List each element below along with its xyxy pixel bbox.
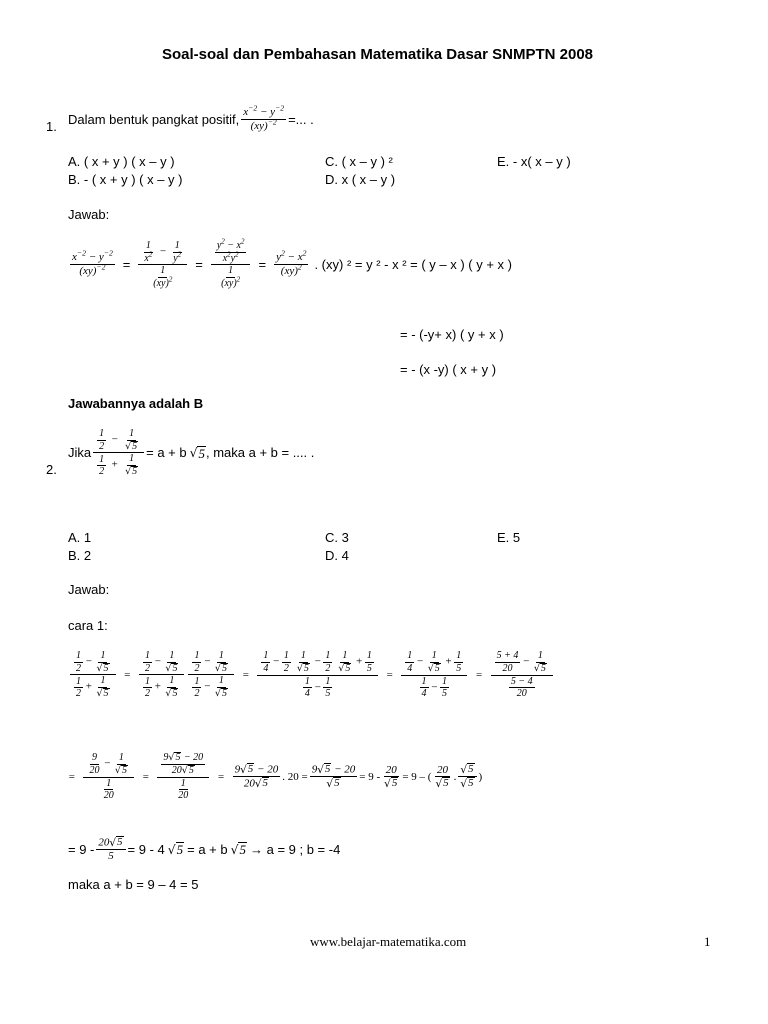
- footer-url: www.belajar-matematika.com: [310, 934, 467, 949]
- q1-option-e: E. - x( x – y ): [497, 154, 571, 169]
- q1-rhs-2: = - (-y+ x) ( y + x ): [400, 327, 504, 342]
- q2-solution-line-3: [68, 836, 340, 863]
- q2-s3-frac: 20 √ 5 5: [96, 836, 125, 863]
- q2-s1-frac-f: $\frac{5 + 4}{20}$ − 1 √ 5 $\frac{5 - 4}{20}$: [491, 650, 553, 699]
- q2-s2-frac-a: $\frac{9}{20}$ − 1 √ 5 $\frac{1}{20}$: [83, 752, 134, 801]
- q2-s1-frac-b: $\frac{1}{2}$ − 1 √ 5 $\frac{1}{2}$ + 1 √ 5: [139, 650, 185, 700]
- q1-rhs-3: = - (x -y) ( x + y ): [400, 362, 497, 377]
- q1-sol-frac-2: $\frac{1}{x^2}$ − $\frac{1}{y^2}$ $\frac{1}{(xy)^2}$: [138, 240, 187, 289]
- q1-question: [68, 103, 314, 132]
- q2-number: 2.: [46, 462, 57, 477]
- q1-sol-frac-4: $\frac{y^2 - x^2}{(xy)^2}$: [276, 248, 307, 277]
- q2-cara: cara 1:: [68, 618, 108, 633]
- q1-tail: =... .: [288, 111, 314, 127]
- q2-option-d: D. 4: [325, 548, 349, 563]
- q1-sol-frac-1: $\frac{x^{-2} - y^{-2}}{(xy)^{-2}}$: [72, 248, 113, 277]
- q1-rhs-1: . (xy) ² = y ² - x ² = ( y – x ) ( y + x ): [314, 257, 512, 272]
- q2-option-b: B. 2: [68, 548, 92, 563]
- q1-option-c: C. ( x – y ) ²: [325, 154, 393, 169]
- q2-s1-frac-e: $\frac{1}{4}$ − 1 √ 5 + $\frac{1}{5}$ $\frac{1}{4}$ − $\frac{1}{5}$: [401, 650, 467, 699]
- page-number: 1: [704, 934, 711, 949]
- q2-s2-frac-c: 9 √ 5 − 20 20 √ 5: [234, 763, 279, 790]
- q1-fraction: $\frac{x^{-2} - y^{-2}}{(xy)^{-2}}$: [243, 103, 285, 132]
- q2-question: [68, 428, 314, 478]
- q2-s2-frac-b: 9 √ 5 − 20 20 √ 5 $\frac{1}{20}$: [157, 752, 209, 802]
- q2-final-sqrt5-b: √ 5: [230, 842, 246, 858]
- q2-fraction: $\frac{1}{2}$ − 1 √ 5 $\frac{1}{2}$ + 1 √ 5: [93, 428, 144, 478]
- q2-s2-frac-g: √ 5 √ 5: [458, 763, 476, 790]
- q2-option-e: E. 5: [497, 530, 521, 545]
- q2-solution-line-1: $\frac{1}{2}$ − 1 √ 5 $\frac{1}{2}$ + 1 √ 5 = $\frac{1}{2}$ − 1 √ 5 $\frac{1}{2}$ + 1 √ 5 $\frac{1}{2}$ − 1 √ 5 $\frac{1}{2}$ − 1 √ 5 = $\frac{1}{4}$ − $\frac{1}{2}$ 1 √ 5 − $\frac{1}{2}$ 1 √ 5 + $\frac{1}{5}$ $\frac{1}{4}$ − $\frac{1}{5}$ = $\frac{1}{4}$ − 1 √ 5 + $\frac{1}{5}$ $\frac{1}{4}$ − $\frac{1}{5}$ = $\frac{5 + 4}{20}$ − 1 √ 5 $\frac{5 - 4}{20}$: [68, 650, 555, 700]
- q2-text-post: , maka a + b = .... .: [205, 445, 315, 461]
- q1-option-b: B. - ( x + y ) ( x – y ): [68, 172, 183, 187]
- q2-solution-line-2: = $\frac{9}{20}$ − 1 √ 5 $\frac{1}{20}$ = 9 √ 5 − 20 20 √ 5 $\frac{1}{20}$ = 9 √ 5 − 20 20 √ 5 . 20 = 9 √ 5 − 20 √ 5 = 9 - 20 √ 5 = 9 – ( 20 √ 5 . √ 5 √ 5 ): [68, 752, 483, 802]
- q2-final-b: = 9 - 4: [127, 841, 165, 857]
- q2-final-d: → a = 9 ; b = -4: [249, 841, 341, 857]
- q2-s2-frac-d: 9 √ 5 − 20 √ 5: [311, 763, 356, 790]
- q2-sqrt5: √ 5: [189, 445, 205, 461]
- q1-solution-line: $\frac{x^{-2} - y^{-2}}{(xy)^{-2}}$ = $\frac{1}{x^2}$ − $\frac{1}{y^2}$ $\frac{1}{(xy)^2}$ = $\frac{\frac{y^2 - x^2}{x^2y^2}}{\frac{1}{(xy)^2}}$ = $\frac{y^2 - x^2}{(xy)^2}$ . (xy) ² = y ² - x ² = ( y – x ) ( y + x ): [72, 237, 512, 289]
- q1-option-a: A. ( x + y ) ( x – y ): [68, 154, 175, 169]
- q2-conclusion: maka a + b = 9 – 4 = 5: [68, 877, 199, 892]
- q2-final-c: = a + b: [187, 841, 228, 857]
- q2-s1-frac-c: $\frac{1}{2}$ − 1 √ 5 $\frac{1}{2}$ − 1 √ 5: [188, 650, 234, 700]
- q2-text-pre: Jika: [68, 445, 92, 461]
- q2-s2-frac-f: 20 √ 5: [435, 763, 449, 790]
- q2-s1-frac-a: $\frac{1}{2}$ − 1 √ 5 $\frac{1}{2}$ + 1 √ 5: [70, 650, 116, 700]
- q2-option-c: C. 3: [325, 530, 349, 545]
- page-title: Soal-soal dan Pembahasan Matematika Dasar SNMPTN 2008: [162, 46, 594, 63]
- q1-jawab: Jawab:: [68, 207, 110, 222]
- q1-option-d: D. x ( x – y ): [325, 172, 396, 187]
- q2-text-mid: = a + b: [146, 445, 187, 461]
- q2-jawab: Jawab:: [68, 582, 110, 597]
- q2-option-a: A. 1: [68, 530, 92, 545]
- q1-sol-frac-3: $\frac{\frac{y^2 - x^2}{x^2y^2}}{\frac{1}{(xy)^2}}$: [211, 240, 251, 289]
- q2-final-sqrt5-a: √ 5: [167, 842, 184, 858]
- q2-s2-frac-e: 20 √ 5: [384, 763, 398, 790]
- q2-final-a: = 9 -: [68, 841, 95, 857]
- q1-text: Dalam bentuk pangkat positif,: [68, 111, 240, 127]
- q2-s1-frac-d: $\frac{1}{4}$ − $\frac{1}{2}$ 1 √ 5 − $\frac{1}{2}$ 1 √ 5 + $\frac{1}{5}$ $\frac{1}{4}$ − $\frac{1}{5}$: [257, 650, 377, 699]
- q1-answer: Jawabannya adalah B: [68, 396, 204, 411]
- q1-number: 1.: [46, 119, 57, 134]
